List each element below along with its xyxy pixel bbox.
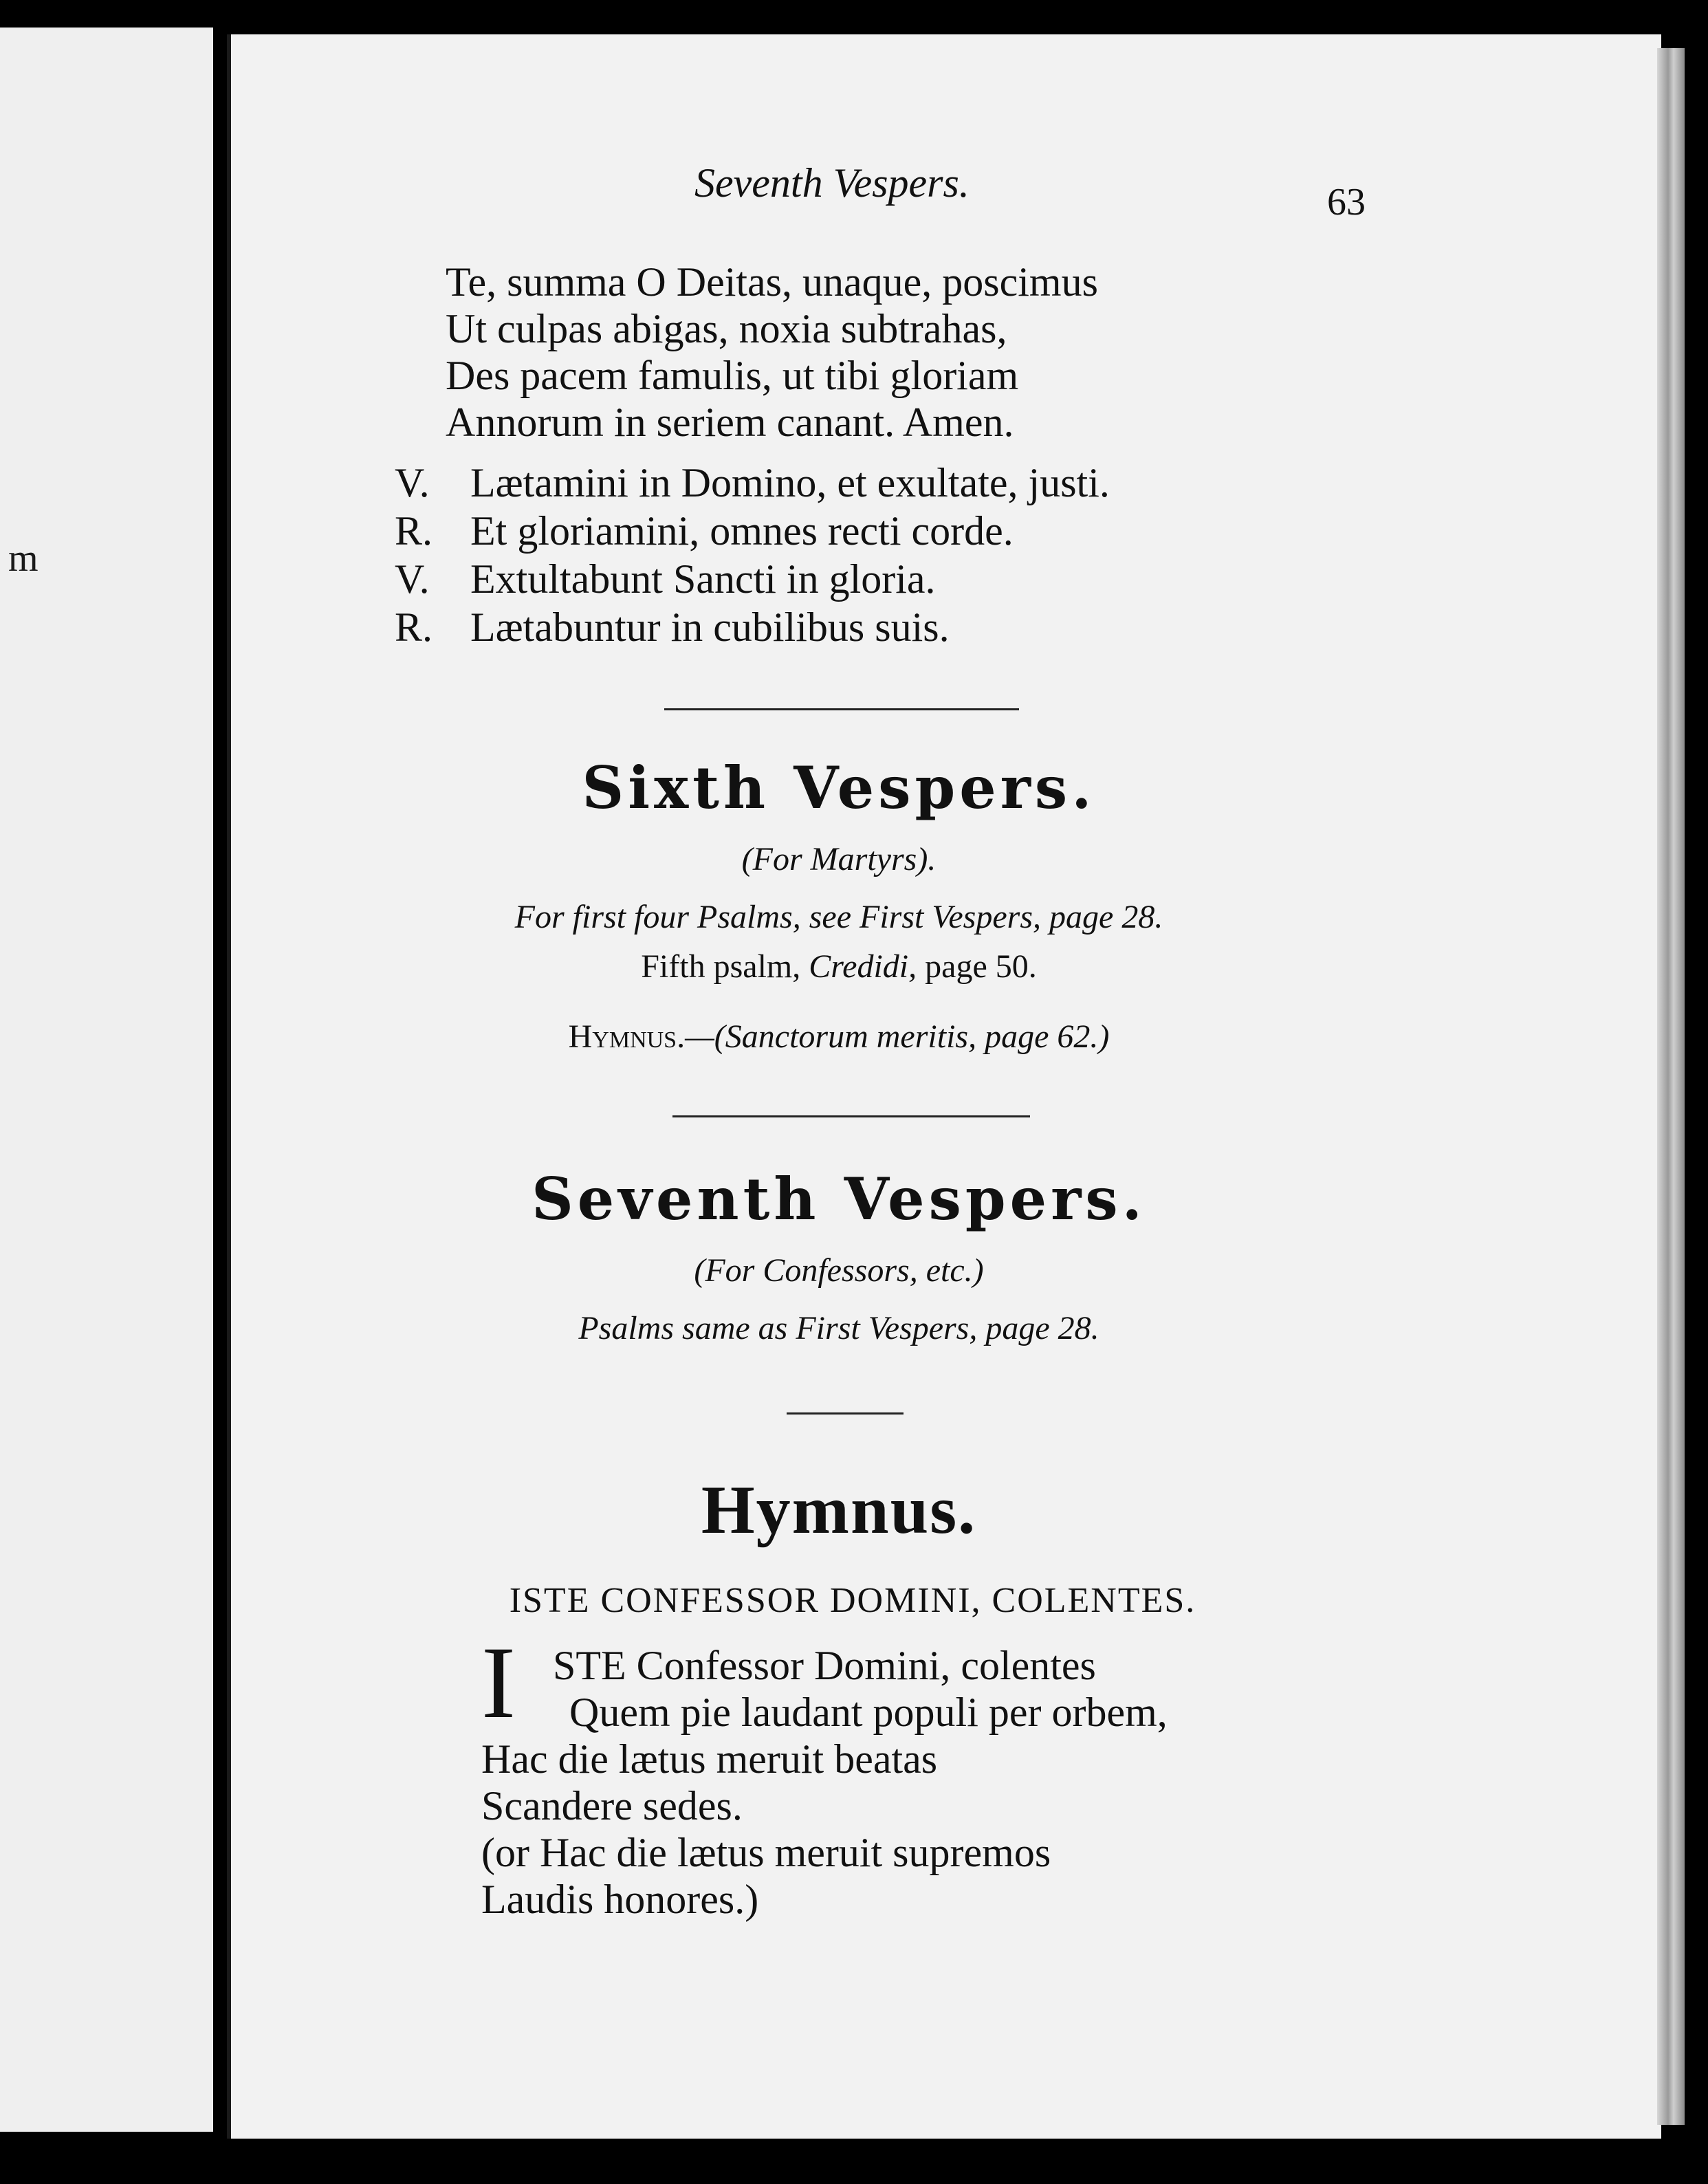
divider-rule — [787, 1412, 904, 1415]
stanza-line: Annorum in seriem canant. Amen. — [446, 400, 1014, 445]
stanza-line: Ut culpas abigas, noxia subtrahas, — [446, 306, 1007, 351]
drop-cap: I — [481, 1626, 516, 1740]
versicle-text: Lætamini in Domino, et exultate, justi. — [470, 460, 1110, 505]
versicle-label: V. — [395, 460, 430, 505]
psalm-name: Credidi, — [809, 948, 917, 985]
section-subtitle: (For Confessors, etc.) — [694, 1252, 984, 1289]
hymn-line: Hac die lætus meruit beatas — [481, 1736, 938, 1782]
psalm-reference: Psalms same as First Vespers, page 28. — [578, 1310, 1099, 1346]
hymn-label: Hymnus. — [568, 1018, 686, 1055]
versicle-label: V. — [395, 556, 430, 602]
hymn-reference-line — [399, 1018, 1279, 1056]
response-label: R. — [395, 508, 433, 554]
page-number: 63 — [1327, 181, 1366, 223]
divider-rule — [664, 708, 1019, 710]
stanza-line: Des pacem famulis, ut tibi gloriam — [446, 353, 1019, 398]
hymn-incipit: ISTE CONFESSOR DOMINI, COLENTES. — [509, 1581, 1196, 1620]
running-head: Seventh Vespers. — [694, 160, 970, 206]
hymn-line: Quem pie laudant populi per orbem, — [569, 1690, 1168, 1735]
section-subtitle: (For Martyrs). — [741, 841, 937, 877]
response-text: Et gloriamini, omnes recti corde. — [470, 508, 1014, 554]
versicle-text: Extultabunt Sancti in gloria. — [470, 556, 936, 602]
hymn-reference: —(Sanctorum meritis, page 62.) — [685, 1018, 1110, 1055]
hymn-line: Laudis honores.) — [481, 1877, 759, 1922]
hymn-heading: Hymnus. — [701, 1472, 977, 1548]
versicle — [395, 459, 1110, 507]
response — [395, 507, 1014, 555]
hymn-line: STE Confessor Domini, colentes — [553, 1643, 1096, 1688]
hymn-line: (or Hac die lætus meruit supremos — [481, 1830, 1051, 1875]
psalm-reference: For first four Psalms, see First Vespers, page 28. — [514, 899, 1163, 935]
response — [395, 604, 950, 651]
response-text: Lætabuntur in cubilibus suis. — [470, 604, 950, 650]
response-label: R. — [395, 604, 433, 650]
fifth-psalm-prefix: Fifth psalm, — [641, 948, 809, 985]
fifth-psalm-suffix: page 50. — [917, 948, 1037, 985]
divider-rule — [672, 1115, 1030, 1117]
hymn-line: Scandere sedes. — [481, 1783, 743, 1828]
section-heading-sixth-vespers: Sixth Vespers. — [582, 754, 1096, 822]
left-page — [0, 28, 213, 2132]
section-heading-seventh-vespers: Seventh Vespers. — [532, 1165, 1146, 1233]
page-edge — [1657, 48, 1685, 2125]
versicle — [395, 556, 936, 603]
fifth-psalm-line — [399, 948, 1279, 985]
left-page-fragment: m — [8, 537, 39, 580]
stanza-line: Te, summa O Deitas, unaque, poscimus — [446, 259, 1098, 305]
